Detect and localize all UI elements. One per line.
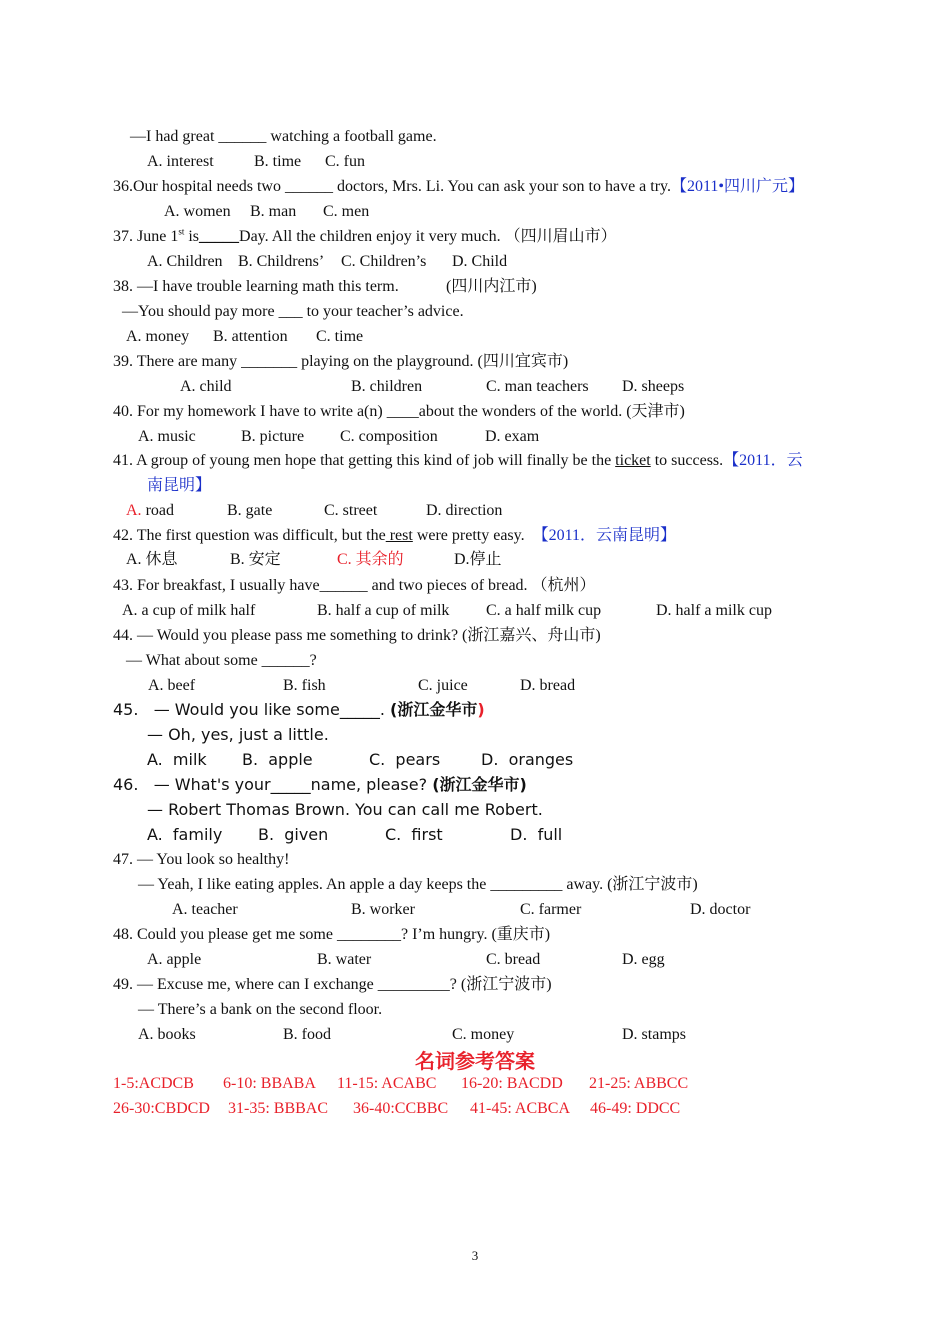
q42-option-b: B. 安定 — [230, 551, 281, 568]
q45-stem-text: 45. — Would you like some_____. — [113, 700, 391, 719]
q42-option-c: C. 其余的 — [337, 551, 404, 568]
q44-option-b: B. fish — [283, 677, 326, 694]
q47-option-d: D. doctor — [690, 901, 751, 918]
q40-source: (天津市) — [626, 403, 685, 420]
q41-pre: 41. A group of young men hope that getting this kind of job will finally be the — [113, 452, 616, 469]
q37-source: （四川眉山市） — [504, 228, 617, 245]
q45-source: (浙江金华市 — [390, 700, 478, 719]
q44-stem — [113, 626, 601, 646]
q47-stem: 47. — You look so healthy! — [113, 851, 290, 868]
q41-source-b: 南昆明】 — [147, 477, 212, 494]
q40-stem-text: 40. For my homework I have to write a(n) ____about the wonders of the world. — [113, 403, 623, 420]
q46-stem-text: 46. — What's your_____name, please? — [113, 775, 433, 794]
q46-source: (浙江金华市) — [432, 775, 527, 794]
q43-option-c: C. a half milk cup — [486, 602, 602, 619]
q44-stem-text: 44. — Would you please pass me something to drink? — [113, 627, 459, 644]
q47-source: (浙江宁波市) — [607, 876, 698, 893]
q49-option-d: D. stamps — [622, 1026, 686, 1043]
q48-option-c: C. bread — [486, 951, 541, 968]
q45-option-b: B. apple — [242, 750, 313, 769]
q48-stem — [113, 925, 550, 945]
q37-option-b: B. Childrens’ — [238, 253, 325, 270]
q41-option-d: D. direction — [426, 502, 503, 519]
q38-stem: 38. —I have trouble learning math this term. — [113, 278, 399, 295]
q48-source: (重庆市) — [491, 926, 551, 943]
q48-option-d: D. egg — [622, 951, 665, 968]
q43-source: （杭州） — [531, 577, 596, 594]
q41-option-a-text: road — [141, 502, 174, 519]
q46-line2: — Robert Thomas Brown. You can call me Robert. — [147, 800, 543, 819]
answers-heading: 名词参考答案 — [415, 1049, 535, 1073]
q42-option-a: A. 休息 — [126, 551, 178, 568]
q37-blank: _____ — [199, 228, 240, 245]
q41-answer-letter: A. — [126, 502, 142, 519]
q43-stem — [113, 576, 596, 596]
q36-stem — [113, 177, 804, 197]
q38-option-a: A. money — [126, 328, 190, 345]
answer-range: 6-10: BBABA — [223, 1075, 316, 1092]
q47-option-b: B. worker — [351, 901, 415, 918]
answer-range: 31-35: BBBAC — [228, 1100, 329, 1117]
q49-option-c: C. money — [452, 1026, 515, 1043]
q49-option-b: B. food — [283, 1026, 331, 1043]
q38-line2: —You should pay more ___ to your teacher’s advice. — [122, 303, 464, 320]
q46-stem — [113, 775, 527, 795]
q41-option-a — [126, 501, 174, 521]
q39-option-a: A. child — [180, 378, 232, 395]
q48-option-b: B. water — [317, 951, 372, 968]
q45-option-d: D. oranges — [481, 750, 574, 769]
q45-option-c: C. pears — [369, 750, 441, 769]
q45-line2: — Oh, yes, just a little. — [147, 725, 329, 744]
q49-option-a: A. books — [138, 1026, 196, 1043]
q41-underlined-word: ticket — [615, 452, 651, 469]
q36-option-a: A. women — [164, 203, 231, 220]
q35-option-a: A. interest — [147, 153, 214, 170]
q42-stem — [113, 526, 676, 546]
answer-range: 26-30:CBDCD — [113, 1100, 210, 1117]
q37-option-d: D. Child — [452, 253, 508, 270]
q44-source: (浙江嘉兴、舟山市) — [462, 627, 601, 644]
q38-option-c: C. time — [316, 328, 364, 345]
q39-source: (四川宜宾市) — [477, 353, 569, 370]
q42-option-d: D.停止 — [454, 551, 502, 568]
q46-option-b: B. given — [258, 825, 329, 844]
q44-option-d: D. bread — [520, 677, 576, 694]
q46-option-c: C. first — [385, 825, 443, 844]
q42-pre: 42. The first question was difficult, but the — [113, 527, 386, 544]
q39-stem-text: 39. There are many _______ playing on the playground. — [113, 353, 474, 370]
q38-option-b: B. attention — [213, 328, 288, 345]
q41-option-c: C. street — [324, 502, 378, 519]
q48-option-a: A. apple — [147, 951, 202, 968]
q37-mid: is — [184, 228, 200, 245]
answer-range: 16-20: BACDD — [461, 1075, 563, 1092]
q37-pre: 37. June 1 — [113, 228, 179, 245]
q37-option-a: A. Children — [147, 253, 223, 270]
q36-option-c: C. men — [323, 203, 370, 220]
q44-option-c: C. juice — [418, 677, 468, 694]
q41-post: to success. — [650, 452, 724, 469]
q44-line2: — What about some ______? — [126, 652, 317, 669]
q36-option-b: B. man — [250, 203, 297, 220]
q45-option-a: A. milk — [147, 750, 207, 769]
q39-option-b: B. children — [351, 378, 423, 395]
q36-source: 【2011•四川广元】 — [671, 178, 805, 195]
q35-option-b: B. time — [254, 153, 302, 170]
q44-option-a: A. beef — [148, 677, 196, 694]
q45-paren: ) — [477, 700, 485, 719]
q49-stem-text: 49. — Excuse me, where can I exchange _________? — [113, 976, 457, 993]
answer-range: 36-40:CCBBC — [353, 1100, 449, 1117]
q47-line2-text: — Yeah, I like eating apples. An apple a day keeps the _________ away. — [138, 876, 604, 893]
q43-option-a: A. a cup of milk half — [122, 602, 256, 619]
q39-option-c: C. man teachers — [486, 378, 589, 395]
answer-range: 1-5:ACDCB — [113, 1075, 194, 1092]
q35-option-c: C. fun — [325, 153, 365, 170]
q37-sup: st — [178, 226, 185, 237]
q43-option-d: D. half a milk cup — [656, 602, 772, 619]
q38-source: (四川内江市) — [446, 278, 537, 295]
q49-line2: — There’s a bank on the second floor. — [138, 1001, 383, 1018]
answer-range: 11-15: ACABC — [337, 1075, 437, 1092]
q42-underlined-word: rest — [385, 527, 413, 544]
q41-option-b: B. gate — [227, 502, 273, 519]
q36-stem-text: 36.Our hospital needs two ______ doctors, Mrs. Li. You can ask your son to have a try. — [113, 178, 672, 195]
q39-stem — [113, 352, 568, 372]
q43-stem-text: 43. For breakfast, I usually have______ and two pieces of bread. — [113, 577, 528, 594]
q37-post: Day. All the children enjoy it very much. — [239, 228, 501, 245]
q40-option-b: B. picture — [241, 428, 305, 445]
q47-option-a: A. teacher — [172, 901, 238, 918]
q35-line2: —I had great ______ watching a football game. — [130, 128, 437, 145]
q45-stem — [113, 700, 485, 720]
q42-source: 【2011．云南昆明】 — [532, 527, 677, 544]
answer-range: 41-45: ACBCA — [470, 1100, 571, 1117]
q40-option-d: D. exam — [485, 428, 540, 445]
q48-stem-text: 48. Could you please get me some ________? I’m hungry. — [113, 926, 488, 943]
q37-stem — [113, 227, 617, 247]
q49-source: (浙江宁波市) — [460, 976, 552, 993]
q47-option-c: C. farmer — [520, 901, 582, 918]
q42-post: were pretty easy. — [412, 527, 525, 544]
q46-option-d: D. full — [510, 825, 563, 844]
q39-option-d: D. sheeps — [622, 378, 685, 395]
q41-stem — [113, 451, 803, 471]
page-number: 3 — [471, 1248, 479, 1263]
q40-option-c: C. composition — [340, 428, 438, 445]
q37-option-c: C. Children’s — [341, 253, 427, 270]
q40-option-a: A. music — [138, 428, 196, 445]
q49-stem — [113, 975, 552, 995]
answer-range: 21-25: ABBCC — [589, 1075, 689, 1092]
answer-range: 46-49: DDCC — [590, 1100, 681, 1117]
q41-source-a: 【2011．云 — [723, 452, 803, 469]
q46-option-a: A. family — [147, 825, 223, 844]
q47-line2 — [138, 875, 698, 895]
q40-stem — [113, 402, 685, 422]
q43-option-b: B. half a cup of milk — [317, 602, 450, 619]
